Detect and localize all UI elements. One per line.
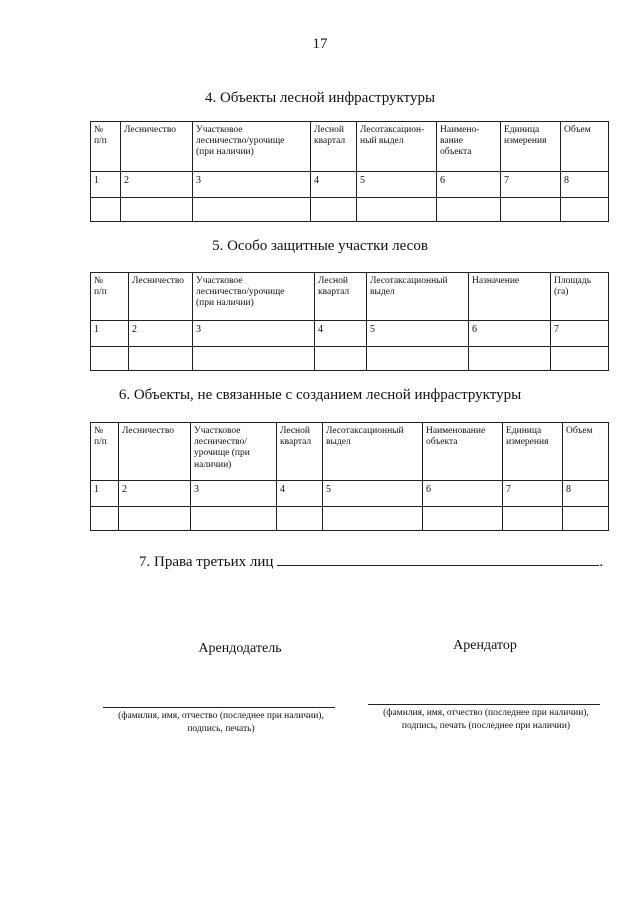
header-cell: Площадь (га) xyxy=(551,273,609,321)
number-cell: 1 xyxy=(91,481,119,507)
header-cell: Участковое лесничество/урочище (при наличии) xyxy=(193,122,311,172)
number-cell: 7 xyxy=(551,321,609,347)
number-cell: 6 xyxy=(437,172,501,198)
header-cell: Единица измерения xyxy=(503,423,563,481)
lessor-caption: (фамилия, имя, отчество (последнее при наличии), подпись, печать) xyxy=(118,711,324,734)
protective-plots-table xyxy=(90,272,609,371)
number-cell: 4 xyxy=(277,481,323,507)
header-cell: Лесотаксационный выдел xyxy=(323,423,423,481)
header-cell: Лесотаксацион- ный выдел xyxy=(357,122,437,172)
number-cell: 3 xyxy=(193,172,311,198)
header-cell: Лесной квартал xyxy=(315,273,367,321)
table-number-row xyxy=(91,172,609,198)
number-cell: 8 xyxy=(561,172,609,198)
third-party-rights xyxy=(139,551,603,571)
table-header-row xyxy=(91,273,609,321)
table-empty-row xyxy=(91,507,609,531)
header-cell: Наимено- вание объекта xyxy=(437,122,501,172)
header-cell: Объем xyxy=(561,122,609,172)
header-cell: Лесотаксационный выдел xyxy=(367,273,469,321)
number-cell: 7 xyxy=(501,172,561,198)
lessee-caption: (фамилия, имя, отчество (последнее при наличии), подпись, печать (последнее при наличии) xyxy=(383,708,589,731)
header-cell: Объем xyxy=(563,423,609,481)
number-cell: 1 xyxy=(91,172,121,198)
table-header-row xyxy=(91,122,609,172)
number-cell: 5 xyxy=(367,321,469,347)
number-cell: 5 xyxy=(357,172,437,198)
number-cell: 2 xyxy=(119,481,191,507)
header-cell: Лесничество xyxy=(119,423,191,481)
header-cell: Назначение xyxy=(469,273,551,321)
header-cell: № п/п xyxy=(91,122,121,172)
number-cell: 4 xyxy=(311,172,357,198)
header-cell: Наименование объекта xyxy=(423,423,503,481)
third-party-rights-label: 7. Права третьих лиц xyxy=(139,554,274,570)
number-cell: 2 xyxy=(129,321,193,347)
table-number-row xyxy=(91,321,609,347)
number-cell: 1 xyxy=(91,321,129,347)
number-cell: 6 xyxy=(469,321,551,347)
table-empty-row xyxy=(91,198,609,222)
section-title-infrastructure: 4. Объекты лесной инфраструктуры xyxy=(204,90,436,106)
page-number: 17 xyxy=(312,36,328,52)
number-cell: 8 xyxy=(563,481,609,507)
number-cell: 2 xyxy=(121,172,193,198)
header-cell: Единица измерения xyxy=(501,122,561,172)
section-title-protective-plots: 5. Особо защитные участки лесов xyxy=(212,238,428,254)
header-cell: Участковое лесничество/урочище (при наличии) xyxy=(193,273,315,321)
number-cell: 3 xyxy=(191,481,277,507)
number-cell: 7 xyxy=(503,481,563,507)
table-empty-row xyxy=(91,347,609,371)
number-cell: 6 xyxy=(423,481,503,507)
header-cell: Лесничество xyxy=(121,122,193,172)
header-cell: Лесной квартал xyxy=(277,423,323,481)
number-cell: 5 xyxy=(323,481,423,507)
section-title-other-objects: 6. Объекты, не связанные с созданием лесной инфраструктуры xyxy=(118,387,522,403)
infrastructure-table xyxy=(90,121,609,222)
third-party-rights-blank-line xyxy=(277,551,599,566)
table-header-row xyxy=(91,423,609,481)
header-cell: № п/п xyxy=(91,423,119,481)
header-cell: Лесной квартал xyxy=(311,122,357,172)
lessee-label: Арендатор xyxy=(453,638,517,653)
other-objects-table xyxy=(90,422,609,531)
third-party-rights-end: . xyxy=(599,554,604,570)
number-cell: 3 xyxy=(193,321,315,347)
header-cell: Участковое лесничество/ урочище (при наличии) xyxy=(191,423,277,481)
number-cell: 4 xyxy=(315,321,367,347)
header-cell: № п/п xyxy=(91,273,129,321)
lessor-signature-line xyxy=(103,707,335,708)
lessor-label: Арендодатель xyxy=(198,641,282,656)
table-number-row xyxy=(91,481,609,507)
header-cell: Лесничество xyxy=(129,273,193,321)
lessee-signature-line xyxy=(368,704,600,705)
